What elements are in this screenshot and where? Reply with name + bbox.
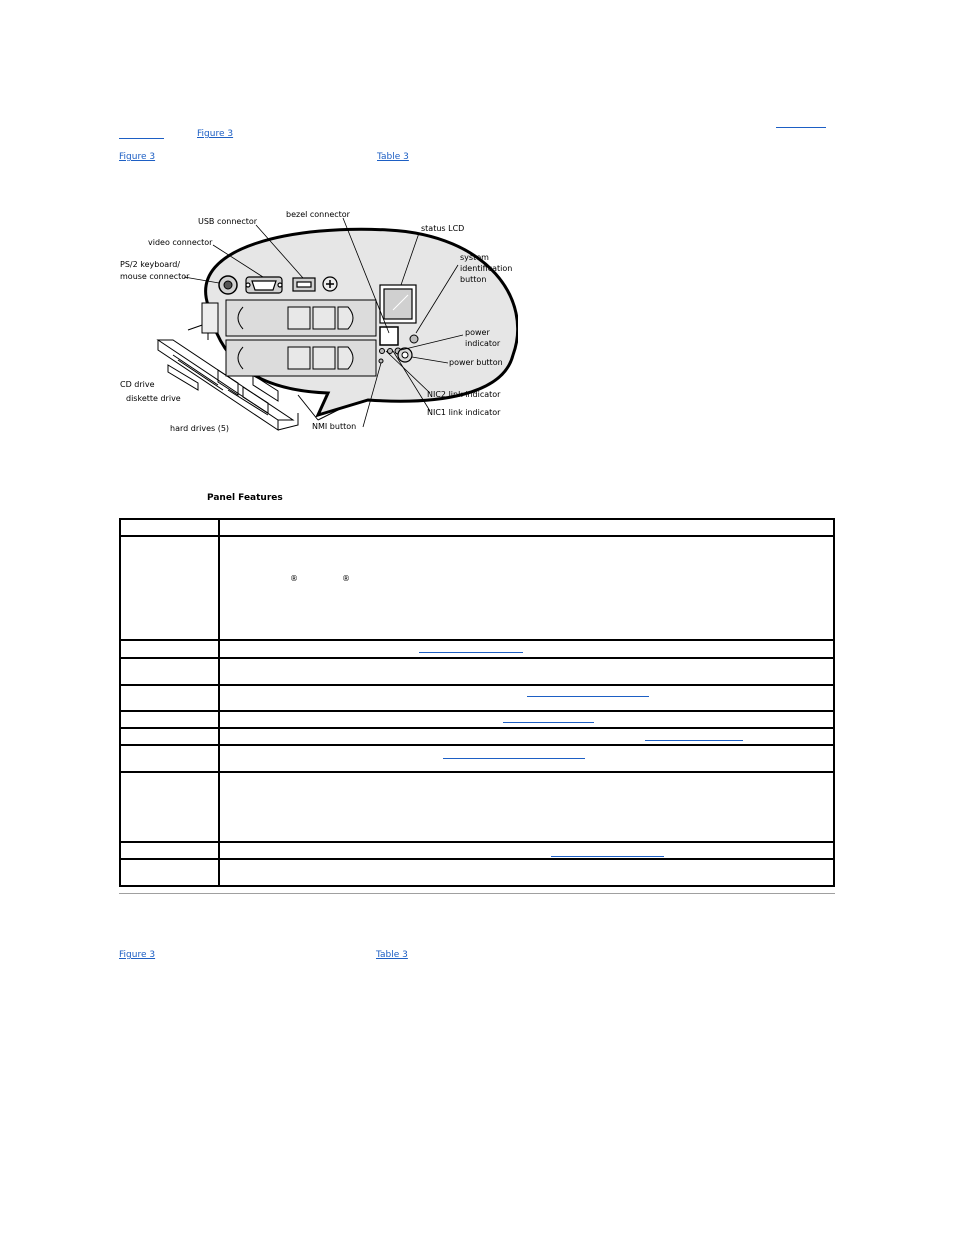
cell-link[interactable]: [419, 646, 523, 653]
cell-link[interactable]: [645, 734, 743, 741]
bezel-connector: [380, 327, 398, 345]
cell-link[interactable]: [443, 752, 585, 759]
power-indicator-label: indicator: [465, 339, 501, 348]
ps2-label: PS/2 keyboard/: [120, 260, 181, 269]
system-id-label: system: [460, 253, 489, 262]
video-label: video connector: [148, 238, 213, 247]
table-header-row: [120, 519, 834, 536]
cell-link[interactable]: [551, 850, 664, 857]
table-row: [120, 658, 834, 685]
figure-link[interactable]: Figure 3: [119, 152, 156, 162]
bezel-label: bezel connector: [286, 210, 350, 219]
nmi-label: NMI button: [312, 422, 357, 431]
link-underline[interactable]: [119, 129, 164, 139]
figure-link[interactable]: Figure 3: [119, 950, 156, 960]
link-underline[interactable]: [776, 118, 826, 128]
diskette-label: diskette drive: [126, 394, 181, 403]
table-row: [120, 711, 834, 728]
table-row: [120, 685, 834, 711]
nic1-label: NIC1 link indicator: [427, 408, 501, 417]
cell-link[interactable]: [527, 690, 649, 697]
power-button-shape: [398, 348, 412, 362]
system-id-label: identification: [460, 264, 513, 273]
cell-link[interactable]: [503, 716, 594, 723]
power-button-label: power button: [449, 358, 503, 367]
section-divider: [119, 893, 835, 894]
system-id-label: button: [460, 275, 487, 284]
ps2-connector: [219, 276, 237, 294]
panel-features-table: [119, 518, 835, 887]
table-link[interactable]: Table 3: [376, 950, 408, 960]
registered-mark: ®: [342, 574, 350, 583]
registered-mark: ®: [290, 574, 298, 583]
table-row: [120, 772, 834, 842]
usb-connector: [293, 278, 315, 291]
nic-led: [380, 349, 385, 354]
status-lcd: [380, 285, 416, 323]
status-lcd-label: status LCD: [421, 224, 465, 233]
table-row: [120, 536, 834, 640]
power-indicator-label: power: [465, 328, 490, 337]
video-connector: [246, 277, 282, 293]
system-id-button: [410, 335, 418, 343]
plus-button: [323, 277, 337, 291]
ps2-label: mouse connector: [120, 272, 190, 281]
table-caption: Panel Features: [207, 493, 283, 503]
nmi-button-shape: [379, 359, 383, 363]
table-row: [120, 859, 834, 886]
table-row: [120, 842, 834, 859]
hard-drives-label: hard drives (5): [170, 424, 230, 433]
nic2-label: NIC2 link indicator: [427, 390, 501, 399]
usb-label: USB connector: [198, 217, 258, 226]
table-link[interactable]: Table 3: [377, 152, 409, 162]
cd-label: CD drive: [120, 380, 155, 389]
front-panel-figure: [118, 205, 518, 440]
figure-link[interactable]: Figure 3: [197, 129, 234, 139]
